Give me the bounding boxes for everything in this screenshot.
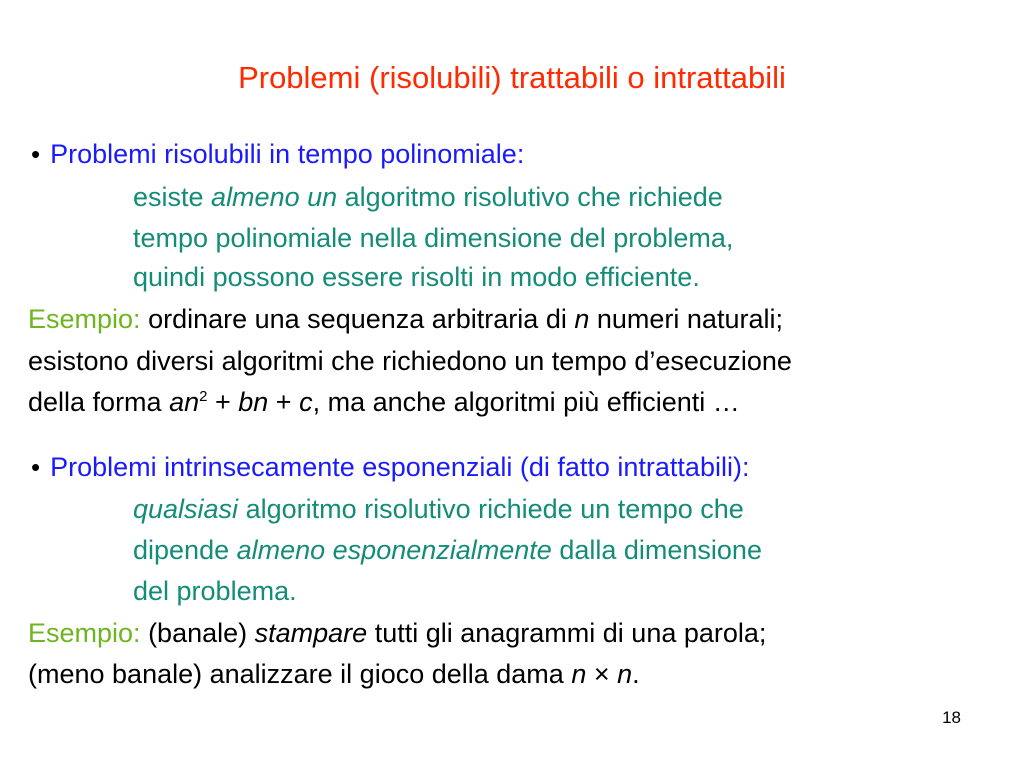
section2-line-1 — [133, 492, 744, 526]
bullet-dot: • — [31, 139, 41, 169]
section2-example-line-1 — [28, 616, 766, 650]
text-span: dipende — [133, 535, 237, 565]
text-span: algoritmo risolutivo richiede un tempo che — [238, 494, 744, 524]
example-label: Esempio: — [28, 618, 141, 648]
section2-line-2 — [133, 533, 762, 567]
section1-line-2: tempo polinomiale nella dimensione del problema, — [133, 223, 734, 253]
operator-plus: + — [207, 387, 239, 417]
section1-line-3: quindi possono essere risolti in modo efficiente. — [133, 262, 700, 292]
text-span: ordinare una sequenza arbitraria di — [140, 304, 575, 334]
section2-line-3: del problema. — [133, 576, 297, 606]
text-span: della forma — [28, 387, 170, 417]
section1-heading: Problemi risolubili in tempo polinomiale: — [50, 139, 525, 169]
section2-heading: Problemi intrinsecamente esponenziali (di fatto intrattabili): — [50, 452, 750, 482]
text-span: esiste — [133, 182, 212, 212]
example-label: Esempio: — [28, 304, 141, 334]
bullet-item-exponential — [31, 450, 749, 484]
text-span: , ma anche algoritmi più efficienti … — [312, 387, 740, 417]
slide-title: Problemi (risolubili) trattabili o intrattabili — [238, 60, 786, 95]
emphasis-text: stampare — [254, 618, 368, 648]
exponent: 2 — [199, 388, 208, 405]
emphasis-text: almeno esponenzialmente — [236, 535, 552, 565]
text-span: dalla dimensione — [551, 535, 762, 565]
text-span: . — [632, 659, 640, 689]
formula-term-an: an — [169, 387, 200, 417]
bullet-item-polynomial — [31, 137, 524, 171]
emphasis-text: qualsiasi — [133, 494, 239, 524]
text-span: (banale) — [140, 618, 255, 648]
text-span: algoritmo risolutivo che richiede — [337, 182, 723, 212]
text-span: (meno banale) analizzare il gioco della dama — [28, 659, 572, 689]
section1-example-line-2: esistono diversi algoritmi che richiedono un tempo d’esecuzione — [28, 346, 792, 376]
emphasis-text: almeno un — [211, 182, 338, 212]
page-number: 18 — [942, 708, 961, 727]
section1-example-line-3 — [28, 385, 740, 419]
variable-n: n — [617, 659, 633, 689]
operator-times: × — [586, 659, 618, 689]
section1-example-line-1 — [28, 302, 783, 336]
formula-term-bn: bn — [238, 387, 269, 417]
section1-line-1 — [133, 180, 723, 214]
text-span: tutti gli anagrammi di una parola; — [367, 618, 767, 648]
variable-n: n — [574, 304, 590, 334]
formula-term-c: c — [299, 387, 313, 417]
operator-plus: + — [268, 387, 300, 417]
text-span: numeri naturali; — [589, 304, 783, 334]
section2-example-line-2 — [28, 657, 640, 691]
variable-n: n — [571, 659, 587, 689]
bullet-dot: • — [31, 452, 41, 482]
